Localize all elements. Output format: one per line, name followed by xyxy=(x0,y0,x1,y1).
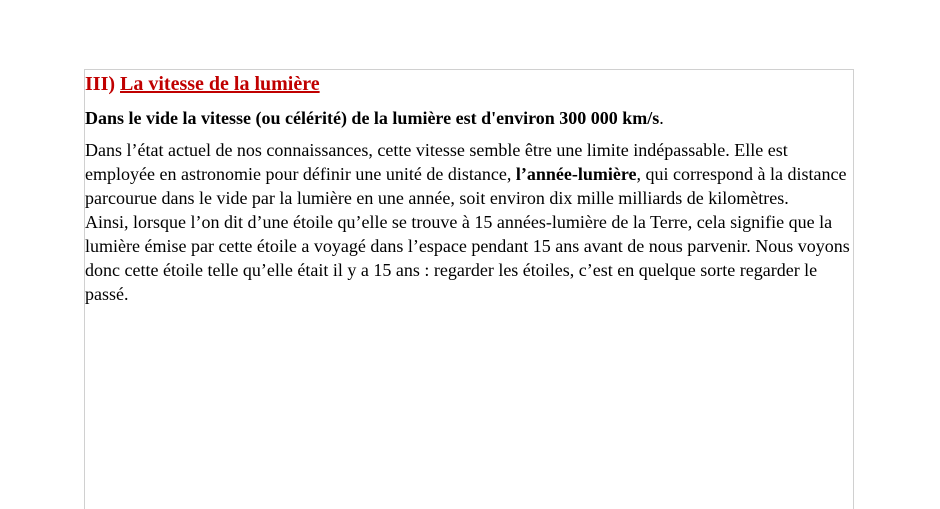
lead-text: Dans le vide la vitesse (ou célérité) de la lumière est d'environ 300 000 km/s xyxy=(85,108,660,128)
paragraph1-rest: , qui correspond à la distance parcourue dans le vide par la lumière en une année, soit environ dix mille milliards de kilomètres. xyxy=(85,164,847,208)
section-title: La vitesse de la lumière xyxy=(120,73,320,95)
paragraph1-text: Dans l’état actuel de nos connaissances, cette vitesse semble être une limite indépassable. Elle est employée en astronomie pour définir une unité de distance, xyxy=(85,140,788,184)
section-heading xyxy=(85,72,855,96)
section-number: III) xyxy=(85,73,116,95)
body-paragraph xyxy=(85,138,860,306)
lead-period: . xyxy=(659,108,664,128)
document-page xyxy=(84,69,854,509)
paragraph2-text: Ainsi, lorsque l’on dit d’une étoile qu’elle se trouve à 15 années-lumière de la Terre, cela signifie que la lumière émise par cette étoile a voyagé dans l’espace pendant 15 ans avant de nous parvenir. Nous voyons donc cette étoile telle qu’elle était il y a 15 ans : regarder les étoiles, c’est en quelque sorte regarder le passé. xyxy=(85,212,850,304)
lead-sentence xyxy=(85,106,855,130)
document-content xyxy=(85,72,855,306)
light-year-term: l’année-lumière xyxy=(515,164,637,184)
